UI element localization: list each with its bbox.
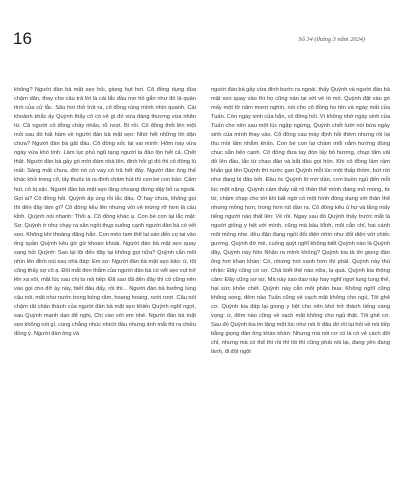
body-text-right: người đàn bà gầy vừa đinh bước ra ngoài, thấy Quỳnh và người đàn bà mặt sẹo quay vào thì họ cũng nán lại với vẻ tò mò. Quỳnh đặt vào gò mấy một tờ năm mươi nghìn, nói cho cô đồng họ tên và ngày mất của Tuấn. Còn ngày sinh của hắn, cô đồng hỏi. Vì không nhớ ngày sinh của Tuấn cho nên sau một lúc ngập ngừng, Quỳnh chết lười nói bừa ngày sinh của mình thay vào. Cô đồng cau mày định hỏi thêm nhưng rồi lại thu mồi lấm nhắm khấn. Con bé con lại chầm mổi nằm hướng đùng chục sẵn bên cạnh. Cô đồng đưa tay đón lấy bó hương, chụp tấm vải đỏ lên đầu, lắc từ chao đảo và bắt đầu gọi hồn. Khi cô đồng lầm rầm khấn gọi tên Quỳnh thì nước gan Quỳnh mỗi lúc một thấp thỏm, bứt rứt như đang bị đảo bởi. Đầu óc Quỳnh lờ mờ dần, cơn buồn ngủ đến mỗi lúc một nặng. Quỳnh cảm thấy rất rõ thân thể mình đang mỏ mòng, từ từ, chậm chạp cho tới khi bất ngờ có một hình đồng dạng với thân thể nhưng mỏng hơn, trong hơn rút dần ra. Cô đồng kêu ủ hự và lắng mấy tiếng người nào thất lên: Về rồi. Ngay sau đó Quỳnh thấy trước mắt là người giống y hệt với mình, cũng mà bầu bĩnh, môi cắn chỉ, hai cánh môi mỏng nhẹ. đều đặn đang ngồi đối diện nhìn như đối diện với chiếc gương. Quỳnh đờ mê, cuống quýt nghĩ không biết Quỳnh nào là Quỳnh đây, Quỳnh này hôn Nhận ra mình không? Quỳnh kia tả lời giọng đàn ông hơi khan khàn: Có, nhưng hơi xanh hơn thì phải. Quỳnh này thú nhận: Đây cũng có sợ. Chả biết thế nào nữa, lạ quá. Quỳnh kia thông cảm: Đây cũng sợ sợ. Mà này sao dạo này hay nghĩ ngợi lung tung thế, hại sức khỏe chết. Quỳnh này cắn môi phân bua: Không nghĩ cũng không song, đêm nào Tuấn cũng về vạch mặt không cho ngủ. Tôi ghê cơ. Quỳnh kia đáp lại giọng y hệt cho nên khó trở thành tiếng vang vọng: ừ, đêm nào cũng về vạch mặt không cho ngủ thật. Tôi ghê cơ. Sau đó Quỳnh kia im lặng một lúc như nói ở đâu đó rồi lại hỏi về nói tiếp bằng giọng đàn ông khàn khàn: Nhưng mà nói cơ có là có vẻ cách đối chỉ, nhưng mà có thể thì rồi thì tôi thì cũng phải nói lại, đang yên đang lành, đi đột ngột <box>211 87 390 356</box>
issue-label: Số 34 (tháng 3 năm 2024) <box>298 36 365 43</box>
page-number: 16 <box>13 29 32 48</box>
text-column-right <box>211 86 390 476</box>
page-header <box>0 0 402 60</box>
body-text-left: không? Người đàn bà mặt sẹo hỏi, giọng hụt hơi. Cô đồng dụng đùa chậm dãn, thay cho câu trả lời là cái lắc đầu mơ hồ gắn như đó là quán tính của cử lắc. Sâu hơi thở trút ra, cô đồng rùng mình nhìn quanh. Cái khoảnh khắc ấy Quỳnh thấy cô có vẻ gì đó vừa đáng thương vừa nhân từ. Cả người cô đồng chầy nhão, rũ rượi. Bí rồi. Cô đồng thốt lên một mỏi sau đó hất hàm về người đàn bà mặt sẹo: Nhớ hết những lời dặn chưa? Người đàn bà gật đầu. Cô đồng sốc lại vai mình: Hôm nay vừa ngày vừa khó tính. Làm lục phủ ngũ tạng người ta đảo lộn hết cả. Chết thật. Người đàn bà gầy gò mời đám nhà lên, đinh hỏi gì đó thì cô đồng lù mất: Sáng mất chưa, đời nó có vay có trả hết đấy. Người đàn ông thế khác khử trong cổ, lấy thuốc lá ra đinh châm hút thì con bé con bảo: Cấm hút, cô bị sặc. Người đàn bà mặt sẹo lặng choạng đứng dậy bỏ ra ngoài. Gọi ai? Cô đồng hỏi. Quỳnh ấp úng rồi lắc đầu. Ờ hay chưa, không gọi thì đến đây làm gì? Cô đồng kêu lên nhưng với vẻ mừng rỡ hơn là cáu kỉnh. Quỳnh nói nhanh: Thôi ạ. Cô đồng khác ạ. Con bé con lại lắc mật: Sợ. Quỳnh ờ như chạy ra sân ngồi thụp xuống cạnh người đàn bà có vết sẹo. Không khí thoáng đãng hẳn. Con mèo tam thể lại sán đến cọ tai vào ống quần Quỳnh kêu gừ gừ khoan khoái. Người đàn bà mặt sẹo quay sang hỏi Quỳnh: Sao lại lội đến đây lại không gọi nữa? Quỳnh cắn môi nhìn lên đỉnh núi sau nhà đáp: Em sợ. Người đàn bà mặt sẹo bảo: ừ, tôi cũng thấy sợ cô ạ. Đôi mắt đen thẫm của người đàn bà có vết sẹo vụt trở lên xa xôi, mặt lúc sau chị ta nói tiếp: Đã sao đã đến đây thì cô cũng nên vào gọi cho đỡ áy náy, biết đâu đấy, rồi thì... Người đàn bà bưởng lùng cậu nói, mặt như nước trong bóng râm, hoang hoang, rười rượi. Câu nói chậm rãi chấn thành của người đàn bà mặt sẹo khiến Quỳnh nghĩ ngợi, sau Quỳnh mạnh dạn để nghị, Chị vào với em nhé. Người đàn bà mặt sẹo không nói gì, cùng chẳng nhúc nhích đầu nhưng ánh mắt thì ra chiều đồng ý. Người đàn ông và <box>14 87 196 338</box>
text-column-left <box>14 86 196 476</box>
